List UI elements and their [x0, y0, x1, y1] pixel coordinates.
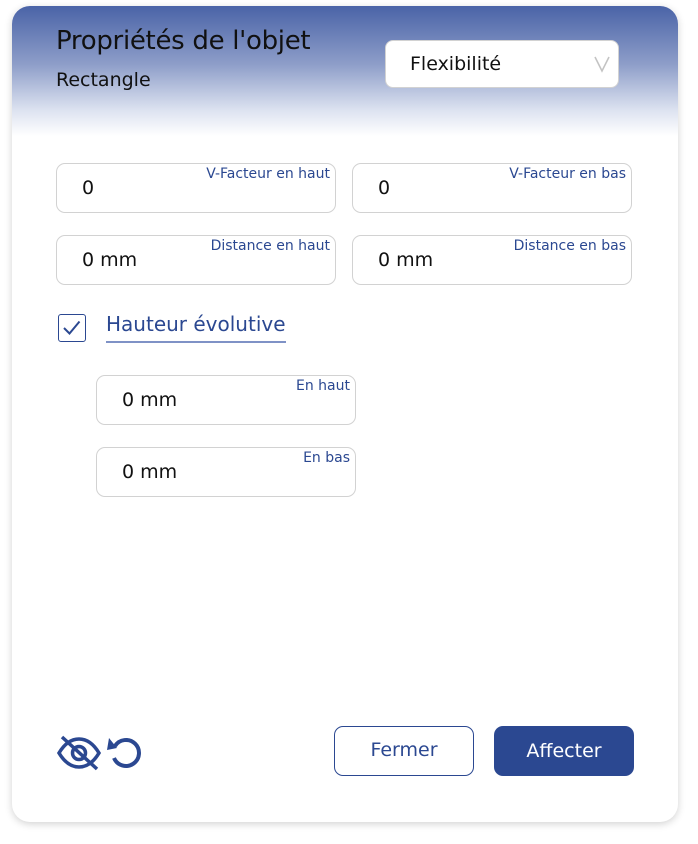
distance-bottom-label: Distance en bas [513, 238, 626, 254]
distance-top-value: 0 mm [82, 249, 138, 271]
scalable-top-field[interactable] [96, 375, 356, 425]
distance-top-label: Distance en haut [210, 238, 330, 254]
distance-bottom-value: 0 mm [378, 249, 434, 271]
v-factor-top-label: V-Facteur en haut [206, 166, 330, 182]
v-factor-bottom-label: V-Facteur en bas [509, 166, 626, 182]
scalable-top-label: En haut [296, 378, 350, 394]
v-factor-bottom-value: 0 [378, 177, 391, 199]
chevron-down-icon [592, 53, 612, 75]
scalable-height-label[interactable]: Hauteur évolutive [106, 312, 286, 343]
scalable-bottom-label: En bas [303, 450, 350, 466]
scalable-bottom-field[interactable] [96, 447, 356, 497]
panel-header [12, 6, 678, 136]
close-button[interactable]: Fermer [334, 726, 474, 776]
v-factor-top-value: 0 [82, 177, 95, 199]
v-factor-bottom-field[interactable] [352, 163, 632, 213]
apply-button[interactable]: Affecter [494, 726, 634, 776]
reset-icon[interactable] [106, 734, 146, 772]
mode-select[interactable] [385, 40, 619, 88]
eye-off-icon[interactable] [56, 734, 102, 772]
distance-bottom-field[interactable] [352, 235, 632, 285]
mode-select-value: Flexibilité [410, 53, 502, 75]
scalable-height-checkbox[interactable] [58, 314, 86, 342]
scalable-top-value: 0 mm [122, 389, 178, 411]
panel-title: Propriétés de l'objet [56, 26, 311, 56]
v-factor-top-field[interactable] [56, 163, 336, 213]
object-type-label: Rectangle [56, 69, 151, 91]
scalable-bottom-value: 0 mm [122, 461, 178, 483]
checkmark-icon [59, 315, 84, 340]
object-properties-panel [12, 6, 678, 822]
distance-top-field[interactable] [56, 235, 336, 285]
